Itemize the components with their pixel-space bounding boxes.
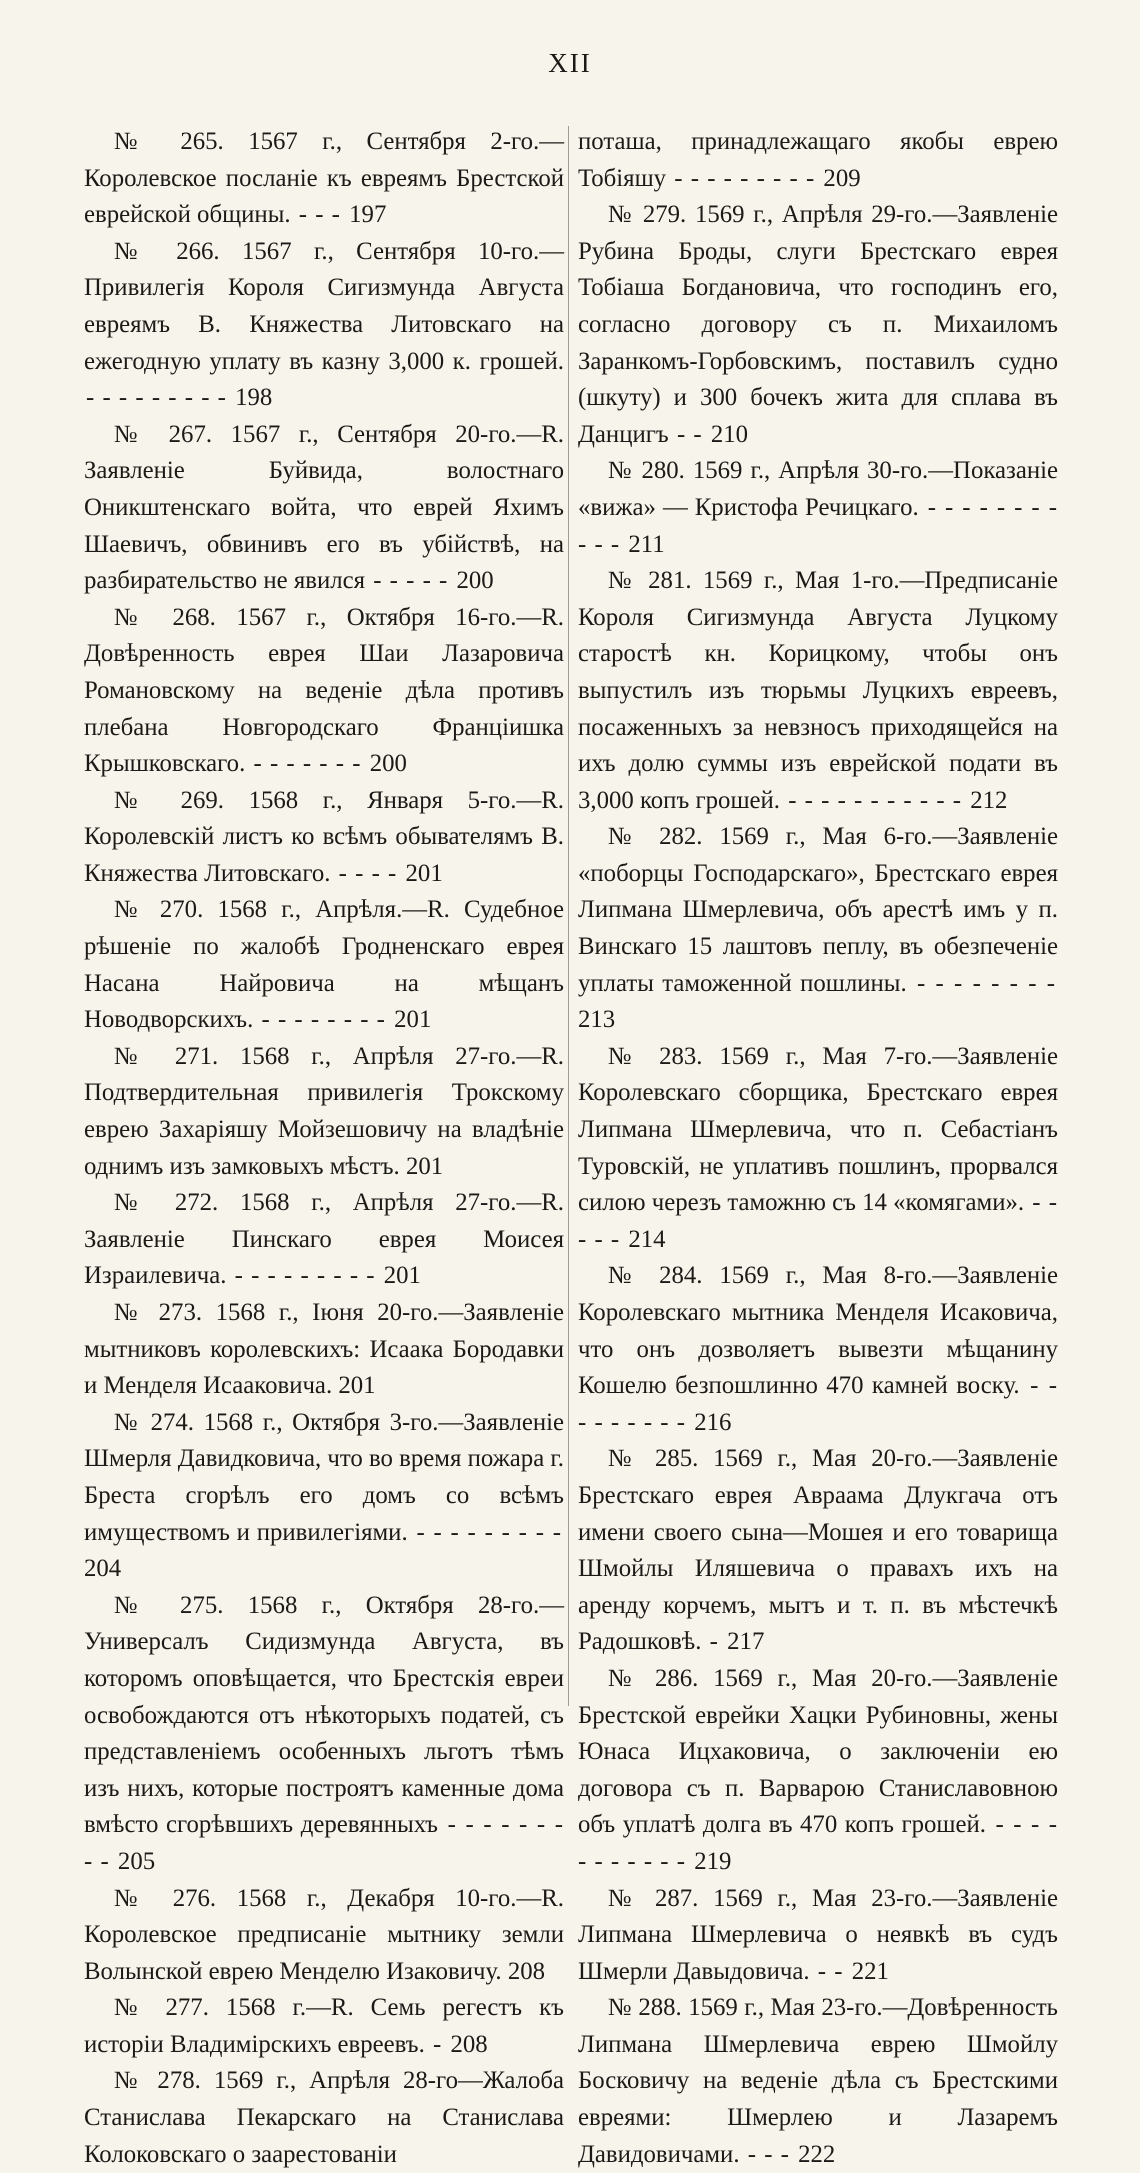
entry-text: № 273. 1568 г., Іюня 20-го.—Заявленіе мытниковъ королевскихъ: Исаака Бородавки и Менделя Исааковича. [84,1299,564,1400]
entry-text: № 271. 1568 г., Апрѣля 27-го.—R. Подтвердительная привилегія Трокскому еврею Захаріяшу Мойзешовичу на владѣніе однимъ изъ замковыхъ мѣстъ. [84,1042,564,1180]
leader-dashes: - - - - - - - - - [86,384,227,412]
left-entry [84,1881,564,1991]
left-entry [84,1588,564,1881]
left-entry [84,1295,564,1405]
leader-dashes: - - - - - - - - - [674,164,816,192]
page-number: 201 [405,1152,444,1180]
page-number: 221 [851,1957,889,1985]
leader-dashes: - - - - - - - - - - - [578,493,1058,558]
entry-text: № 284. 1569 г., Мая 8-го.—Заявленіе Королевскаго мытника Менделя Исаковича, что онъ дозволяетъ вывезти мѣщанину Кошелю безпошлинно 470 камней воску. [578,1262,1058,1400]
right-column [578,124,1058,2173]
entry-text: № 281. 1569 г., Мая 1-го.—Предписаніе Короля Сигизмунда Августа Луцкому старостѣ кн. Корицкому, чтобы онъ выпустилъ изъ тюрьмы Луцкихъ евреевъ, посаженныхъ за невзносъ приходящейся на ихъ долю суммы изъ еврейской подати въ 3,000 копъ грошей. [578,567,1058,814]
entry-text: № 277. 1568 г.—R. Семь регестъ къ исторіи Владимірскихъ евреевъ. [84,1994,564,2058]
left-column [84,124,564,2173]
right-entry [578,1990,1058,2173]
left-entry [84,2063,564,2173]
page-number: 219 [694,1847,732,1875]
page-number: 212 [970,786,1008,814]
right-entry [578,453,1058,563]
entry-text: № 267. 1567 г., Сентября 20-го.—R. Заявленіе Буйвида, волостнаго Оникштенскаго войта, что еврей Яхимъ Шаевичъ, обвинивъ его въ убійствѣ, на разбирательство не явился [84,420,564,595]
entry-text: № 268. 1567 г., Октября 16-го.—R. Довѣренность еврея Шаи Лазаровича Романовскому на веденіе дѣла противъ плебана Новгородскаго Франціишка Крышковскаго. [84,603,564,778]
entry-text: № 272. 1568 г., Апрѣля 27-го.—R. Заявленіе Пинскаго еврея Моисея Израилевича. [84,1189,564,1290]
page-number: 208 [450,2030,488,2058]
leader-dashes: - - - - [338,859,398,887]
left-entry [84,600,564,783]
page-header: XII [548,48,592,78]
page-number: 201 [405,859,443,887]
entry-text: № 269. 1568 г., Января 5-го.—R. Королевскій листъ ко всѣмъ обывателямъ В. Княжества Литовскаго. [84,786,564,887]
right-entry [578,563,1058,819]
right-entry [578,197,1058,453]
leader-dashes: - [709,1628,719,1656]
entry-text: № 279. 1569 г., Апрѣля 29-го.—Заявленіе Рубина Броды, слуги Брестскаго еврея Тобіаша Богдановича, что господинъ его, согласно договору съ п. Михаиломъ Заранкомъ-Горбовскимъ, поставилъ судно (шкуту) и 300 бочекъ жита для сплава въ Данцигъ [578,201,1058,448]
leader-dashes: - - - - - [578,1189,1058,1253]
left-entry [84,1405,564,1588]
leader-dashes: - - - - - - - - - [578,1372,1059,1436]
entry-text: № 276. 1568 г., Декабря 10-го.—R. Королевское предписаніе мытнику земли Волынской еврею Менделю Изаковичу. [84,1884,564,1985]
leader-dashes: - - - - - - - - - [84,1811,565,1875]
entry-text: № 283. 1569 г., Мая 7-го.—Заявленіе Королевскаго сборщика, Брестскаго еврея Липмана Шмерлевича, что п. Себастіанъ Туровскій, не уплативъ пошлинъ, прорвался силою черезъ таможню съ 14 «комягами». [578,1042,1058,1217]
leader-dashes: - - - - - - - [253,750,362,778]
page-number: 201 [383,1262,421,1290]
leader-dashes: - - - - - - - - [916,969,1056,997]
right-entry [578,1258,1058,1441]
entry-text: № 285. 1569 г., Мая 20-го.—Заявленіе Брестскаго еврея Авраама Длукгача отъ имени своего сына—Мошея и его товарища Шмойлы Иляшевича о правахъ ихъ на аренду корчемъ, мытъ и т. п. въ мѣстечкѣ Радошковѣ. [578,1445,1058,1656]
left-entry [84,892,564,1038]
leader-dashes: - [432,2030,443,2058]
page-number: 217 [727,1628,765,1656]
column-divider [568,126,569,1706]
page-number: 201 [394,1006,432,1034]
left-entry [84,124,564,234]
leader-dashes: - - - - - - - - - [416,1518,562,1546]
entry-text: поташа, принадлежащаго якобы еврею Тобіяшу [578,128,1058,192]
leader-dashes: - - [676,420,703,448]
leader-dashes: - - - - - - - - - - - [578,1811,1059,1875]
left-entry [84,234,564,417]
page-number: 208 [507,1957,546,1985]
leader-dashes: - - - [298,201,341,229]
left-entry [84,783,564,893]
entry-text: № 282. 1569 г., Мая 6-го.—Заявленіе «поборцы Господарскаго», Брестскаго еврея Липмана Шмерлевича, объ арестѣ имъ у п. Винскаго 15 лаштовъ пеплу, въ обезпеченіе уплаты таможенной пошлины. [578,823,1058,997]
page-number: 213 [578,1006,616,1034]
page-number: 205 [117,1847,156,1875]
leader-dashes: - - [817,1957,844,1985]
right-entry [578,1039,1058,1259]
page-number: 222 [798,2140,836,2168]
entry-text: № 270. 1568 г., Апрѣля.—R. Судебное рѣшеніе по жалобѣ Гродненскаго еврея Насана Найровича на мѣщанъ Новодворскихъ. [84,896,564,1034]
entry-text: № 275. 1568 г., Октября 28-го.—Универсалъ Сидизмунда Августа, въ которомъ оповѣщается, что Брестскія евреи освобождаются отъ нѣкоторыхъ податей, съ представленіемъ особенныхъ льготъ тѣмъ изъ нихъ, которые построятъ каменные дома вмѣсто сгорѣвшихъ деревянныхъ [84,1591,564,1839]
right-entry [578,124,1058,197]
left-entry [84,417,564,600]
right-entry [578,1881,1058,1991]
page-number: 211 [628,530,665,558]
entry-text: № 266. 1567 г., Сентября 10-го.—Привилегія Короля Сигизмунда Августа евреямъ В. Княжества Литовскаго на ежегодную уплату въ казну 3,000 к. грошей. [84,237,564,375]
leader-dashes: - - - - - - - - - [234,1262,376,1290]
leader-dashes: - - - - - - - - [261,1006,386,1034]
entry-text: № 286. 1569 г., Мая 20-го.—Заявленіе Брестской еврейки Хацки Рубиновны, жены Юнаса Ицхаковича, о заключеніи ею договора съ п. Варварою Станиславовною объ уплатѣ долга въ 470 копъ грошей. [578,1664,1058,1839]
left-entry [84,1185,564,1295]
left-entry [84,1039,564,1185]
entry-text: № 278. 1569 г., Апрѣля 28-го—Жалоба Станислава Пекарскаго на Станислава Колоковскаго о заарестованіи [84,2067,564,2168]
page-number: 197 [349,201,387,229]
leader-dashes: - - - - - - - - - - - [788,786,963,814]
leader-dashes: - - - - - [373,567,449,595]
left-entry [84,1990,564,2063]
page-number: 209 [823,164,861,192]
right-entry [578,1661,1058,1881]
page-number: 201 [338,1372,376,1400]
leader-dashes: - - - [747,2140,790,2168]
right-entry [578,819,1058,1039]
page-number: 204 [84,1555,122,1583]
page-number: 214 [628,1225,666,1253]
entry-text: № 287. 1569 г., Мая 23-го.—Заявленіе Липмана Шмерлевича о неявкѣ въ судъ Шмерли Давыдовича. [578,1884,1058,1985]
entry-text: № 265. 1567 г., Сентября 2-го.—Королевское посланіе къ евреямъ Брестской еврейской общины. [84,128,564,229]
page-number: 198 [235,384,273,412]
entry-text: № 274. 1568 г., Октября 3-го.—Заявленіе Шмерля Давидковича, что во время пожара г. Бреста сгорѣлъ его домъ со всѣмъ имуществомъ и привилегіями. [84,1408,564,1546]
page-number: 200 [456,567,494,595]
page-number: 216 [694,1408,732,1436]
right-entry [578,1441,1058,1661]
page-number: 210 [710,420,749,448]
entry-text: № 288. 1569 г., Мая 23-го.—Довѣренность Липмана Шмерлевича еврею Шмойлу Босковичу на веденіе дѣла съ Брестскими евреями: Шмерлею и Лазаремъ Давидовичами. [578,1994,1058,2168]
page-number: 200 [369,750,407,778]
entry-text: № 280. 1569 г., Апрѣля 30-го.—Показаніе «вижа» — Кристофа Речицкаго. [578,457,1058,521]
